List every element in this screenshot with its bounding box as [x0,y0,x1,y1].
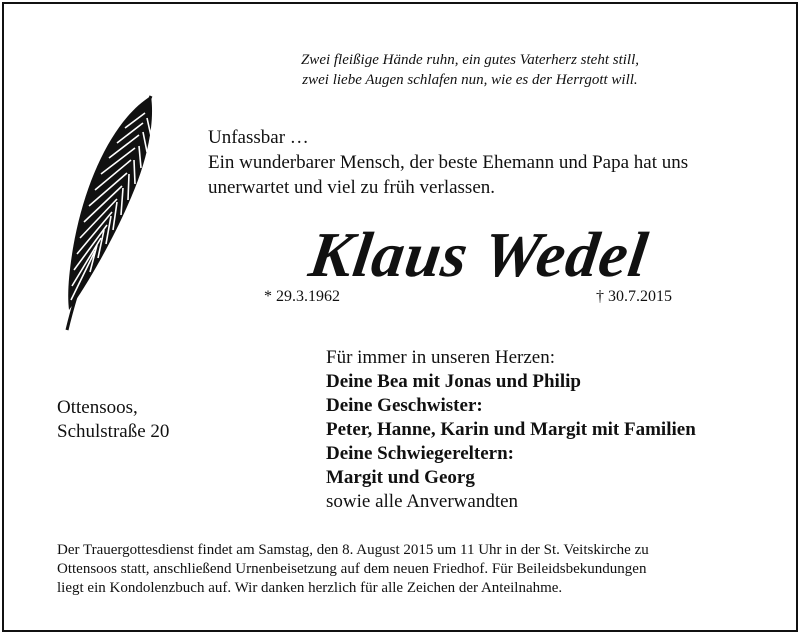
service-info-line-3: liegt ein Kondolenzbuch auf. Wir danken herzlich für alle Zeichen der Anteilnahme. [57,580,563,596]
birth-date: * 29.3.1962 [264,288,340,305]
service-info-line-1: Der Trauergottesdienst findet am Samstag, den 8. August 2015 um 11 Uhr in der St. Veitskirche zu [57,542,649,558]
mourners-heading: Für immer in unseren Herzen: [326,347,555,368]
address-street: Schulstraße 20 [57,421,170,442]
mourners-closing: sowie alle Anverwandten [326,491,519,512]
verse-line-1: Zwei fleißige Hände ruhn, ein gutes Vaterherz steht still, [300,52,640,68]
intro-line-2: Ein wunderbarer Mensch, der beste Ehemann und Papa hat uns [208,152,689,173]
verse-line-2: zwei liebe Augen schlafen nun, wie es der Herrgott will. [302,72,638,88]
mourners-list [326,346,696,514]
intro-text [208,125,788,200]
mourner-line: Deine Geschwister: [326,395,483,416]
intro-line-3: unerwartet und viel zu früh verlassen. [208,177,496,198]
mourner-line: Peter, Hanne, Karin und Margit mit Familien [326,419,696,440]
address [57,396,169,444]
feather-icon [55,88,165,338]
intro-line-1: Unfassbar … [208,127,309,148]
address-city: Ottensoos, [57,397,138,418]
mourner-line: Deine Bea mit Jonas und Philip [326,371,581,392]
service-info-line-2: Ottensoos statt, anschließend Urnenbeisetzung auf dem neuen Friedhof. Für Beileidsbekundungen [57,561,647,577]
deceased-name: Klaus Wedel [305,219,653,290]
death-date: † 30.7.2015 [596,288,672,305]
mourner-line: Deine Schwiegereltern: [326,443,515,464]
verse [210,50,730,90]
mourner-line: Margit und Georg [326,467,475,488]
service-info [57,541,757,598]
